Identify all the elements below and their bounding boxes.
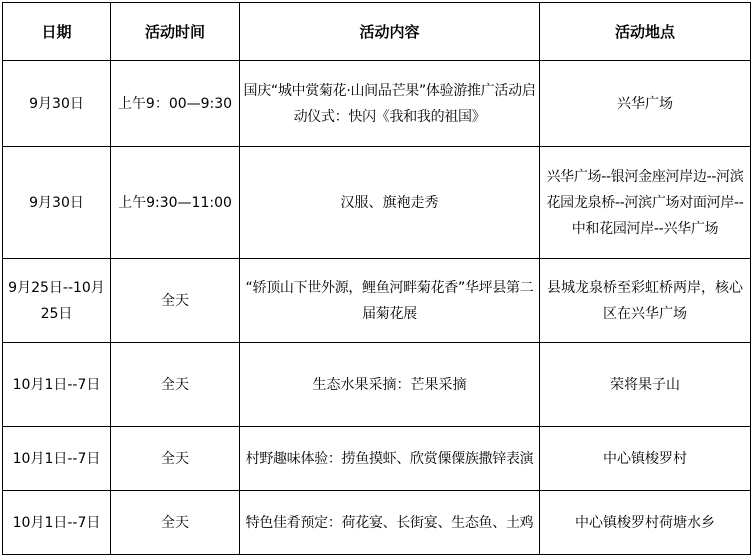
cell-location: 中心镇梭罗村荷塘水乡 — [540, 491, 751, 555]
cell-time: 全天 — [111, 343, 240, 427]
cell-time: 全天 — [111, 427, 240, 491]
cell-location: 荣将果子山 — [540, 343, 751, 427]
cell-date: 9月30日 — [3, 61, 111, 147]
header-date: 日期 — [3, 3, 111, 61]
activity-schedule-table — [2, 2, 751, 555]
cell-location: 中心镇梭罗村 — [540, 427, 751, 491]
cell-date: 10月1日--7日 — [3, 343, 111, 427]
cell-content: “轿顶山下世外源，鲤鱼河畔菊花香”华坪县第二届菊花展 — [240, 259, 540, 343]
cell-location: 县城龙泉桥至彩虹桥两岸，核心区在兴华广场 — [540, 259, 751, 343]
table-row — [3, 491, 751, 555]
cell-content: 汉服、旗袍走秀 — [240, 147, 540, 259]
cell-time: 全天 — [111, 491, 240, 555]
cell-time: 上午9:30—11:00 — [111, 147, 240, 259]
cell-date: 9月25日--10月25日 — [3, 259, 111, 343]
table-row — [3, 147, 751, 259]
table-row — [3, 259, 751, 343]
table-row — [3, 343, 751, 427]
cell-content: 生态水果采摘：芒果采摘 — [240, 343, 540, 427]
table-row — [3, 61, 751, 147]
cell-date: 9月30日 — [3, 147, 111, 259]
header-time: 活动时间 — [111, 3, 240, 61]
cell-location: 兴华广场--银河金座河岸边--河滨花园龙泉桥--河滨广场对面河岸--中和花园河岸--兴华广场 — [540, 147, 751, 259]
cell-content: 特色佳肴预定：荷花宴、长街宴、生态鱼、土鸡 — [240, 491, 540, 555]
table-header-row — [3, 3, 751, 61]
cell-content: 国庆“城中赏菊花·山间品芒果”体验游推广活动启动仪式：快闪《我和我的祖国》 — [240, 61, 540, 147]
header-location: 活动地点 — [540, 3, 751, 61]
cell-date: 10月1日--7日 — [3, 427, 111, 491]
cell-location: 兴华广场 — [540, 61, 751, 147]
cell-time: 上午9：00—9:30 — [111, 61, 240, 147]
cell-content: 村野趣味体验：捞鱼摸虾、欣赏傈僳族撒锌表演 — [240, 427, 540, 491]
cell-date: 10月1日--7日 — [3, 491, 111, 555]
table-row — [3, 427, 751, 491]
header-content: 活动内容 — [240, 3, 540, 61]
cell-time: 全天 — [111, 259, 240, 343]
